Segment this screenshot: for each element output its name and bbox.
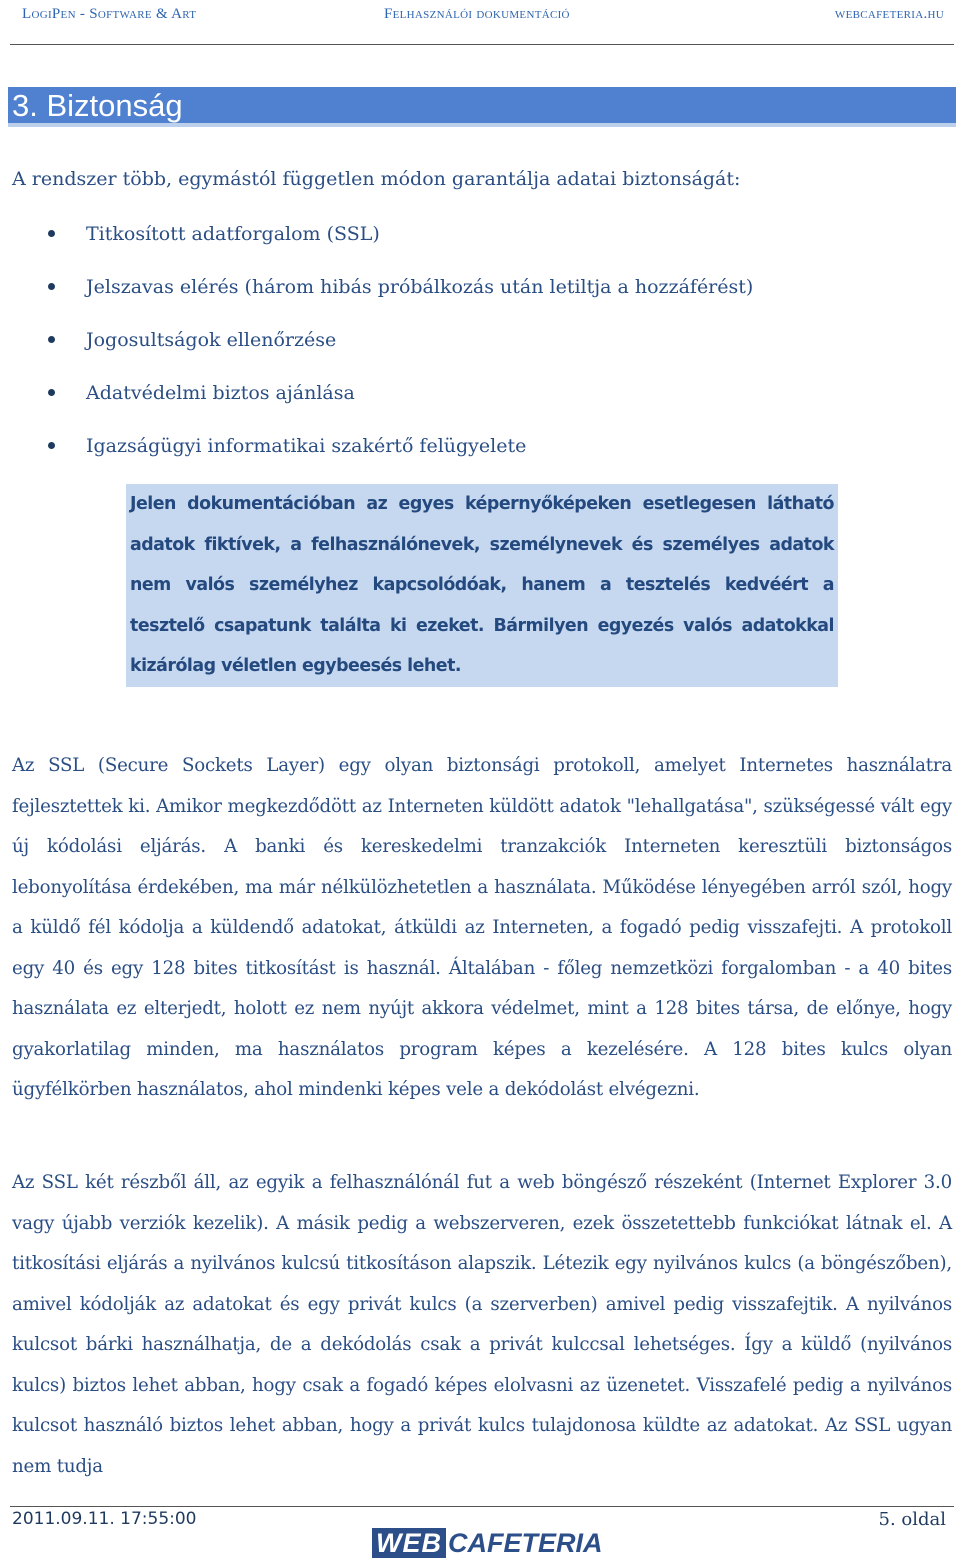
notice-box xyxy=(126,484,838,687)
page-header xyxy=(12,6,948,28)
footer-date: 2011.09.11. 17:55:00 xyxy=(12,1509,197,1529)
header-divider xyxy=(10,44,954,45)
list-item xyxy=(48,220,753,273)
security-list xyxy=(48,220,753,485)
list-item xyxy=(48,326,753,379)
bullet-icon xyxy=(48,389,55,396)
ssl-paragraph-1: Az SSL (Secure Sockets Layer) egy olyan biztonsági protokoll, amelyet Internetes használatra fejlesztettek ki. Amikor megkezdődött az Interneten küldött adatok "lehallgatása", szükségessé vált egy új kódolási eljárás. A banki és kereskedelmi tranzakciók Interneten keresztüli biztonságos lebonyolítása érdekében, ma már nélkülözhetetlen a használata. Működése lényegében arról szól, hogy a küldő fél kódolja a küldendő adatokat, átküldi az Interneten, a fogadó pedig visszafejti. A protokoll egy 40 és egy 128 bites titkosítást is használ. Általában - főleg nemzetközi forgalomban - a 40 bites használata ez elterjedt, holott ez nem nyújt akkora védelmet, mint a 128 bites társa, de előnye, hogy gyakorlatilag minden, ma használatos program képes a kezelésére. A 128 bites kulcs olyan ügyfélkörben használatos, ahol mindenki képes vele a dekódolást elvégezni. xyxy=(12,755,952,1100)
list-item-text: Adatvédelmi biztos ajánlása xyxy=(86,382,355,404)
ssl-paragraph-2: Az SSL két részből áll, az egyik a felhasználónál fut a web böngésző részeként (Internet Explorer 3.0 vagy újabb verziók kezelik). A másik pedig a webszerveren, ezek összetettebb funkciókat látnak el. A titkosítási eljárás a nyilvános kulcsú titkosításon alapszik. Létezik egy nyilvános kulcs (a böngészőben), amivel kódolják az adatokat és egy privát kulcs (a szerverben) amivel pedig visszafejtik. A nyilvános kulcsot bárki használhatja, de a dekódolás csak a privát kulccsal lehetséges. Így a küldő (nyilvános kulcs) biztos lehet abban, hogy csak a fogadó képes elolvasni az üzenetet. Visszafelé pedig a nyilvános kulcsot használó biztos lehet abban, hogy a privát kulcs tulajdonosa küldte az adatokat. Az SSL ugyan nem tudja xyxy=(12,1172,952,1477)
list-item-text: Titkosított adatforgalom (SSL) xyxy=(86,223,380,245)
header-site: webcafeteria.hu xyxy=(834,6,944,22)
webcafeteria-logo xyxy=(372,1527,603,1559)
footer-page-number: 5. oldal xyxy=(878,1509,946,1530)
section-title: 3. Biztonság xyxy=(12,88,183,123)
list-item-text: Igazságügyi informatikai szakértő felügyelete xyxy=(86,435,527,457)
header-doc-title: Felhasználói dokumentáció xyxy=(384,6,570,22)
section-title-bar xyxy=(8,87,956,127)
list-item xyxy=(48,379,753,432)
bullet-icon xyxy=(48,283,55,290)
list-item-text: Jelszavas elérés (három hibás próbálkozás után letiltja a hozzáférést) xyxy=(86,276,754,298)
list-item xyxy=(48,432,753,485)
logo-web: WEB xyxy=(372,1528,446,1558)
intro-text: A rendszer több, egymástól független módon garantálja adatai biztonságát: xyxy=(12,168,741,190)
logo-cafeteria: CAFETERIA xyxy=(448,1528,603,1558)
footer-divider xyxy=(10,1506,954,1507)
bullet-icon xyxy=(48,230,55,237)
list-item xyxy=(48,273,753,326)
notice-text: Jelen dokumentációban az egyes képernyőképeken esetlegesen látható adatok fiktívek, a felhasználónevek, személynevek és személyes adatok nem valós személyhez kapcsolódóak, hanem a tesztelés kedvéért a tesztelő csapatunk találta ki ezeket. Bármilyen egyezés valós adatokkal kizárólag véletlen egybeesés lehet. xyxy=(130,494,834,677)
list-item-text: Jogosultságok ellenőrzése xyxy=(86,329,337,351)
bullet-icon xyxy=(48,336,55,343)
header-company: LogiPen - Software & Art xyxy=(22,6,197,22)
bullet-icon xyxy=(48,442,55,449)
